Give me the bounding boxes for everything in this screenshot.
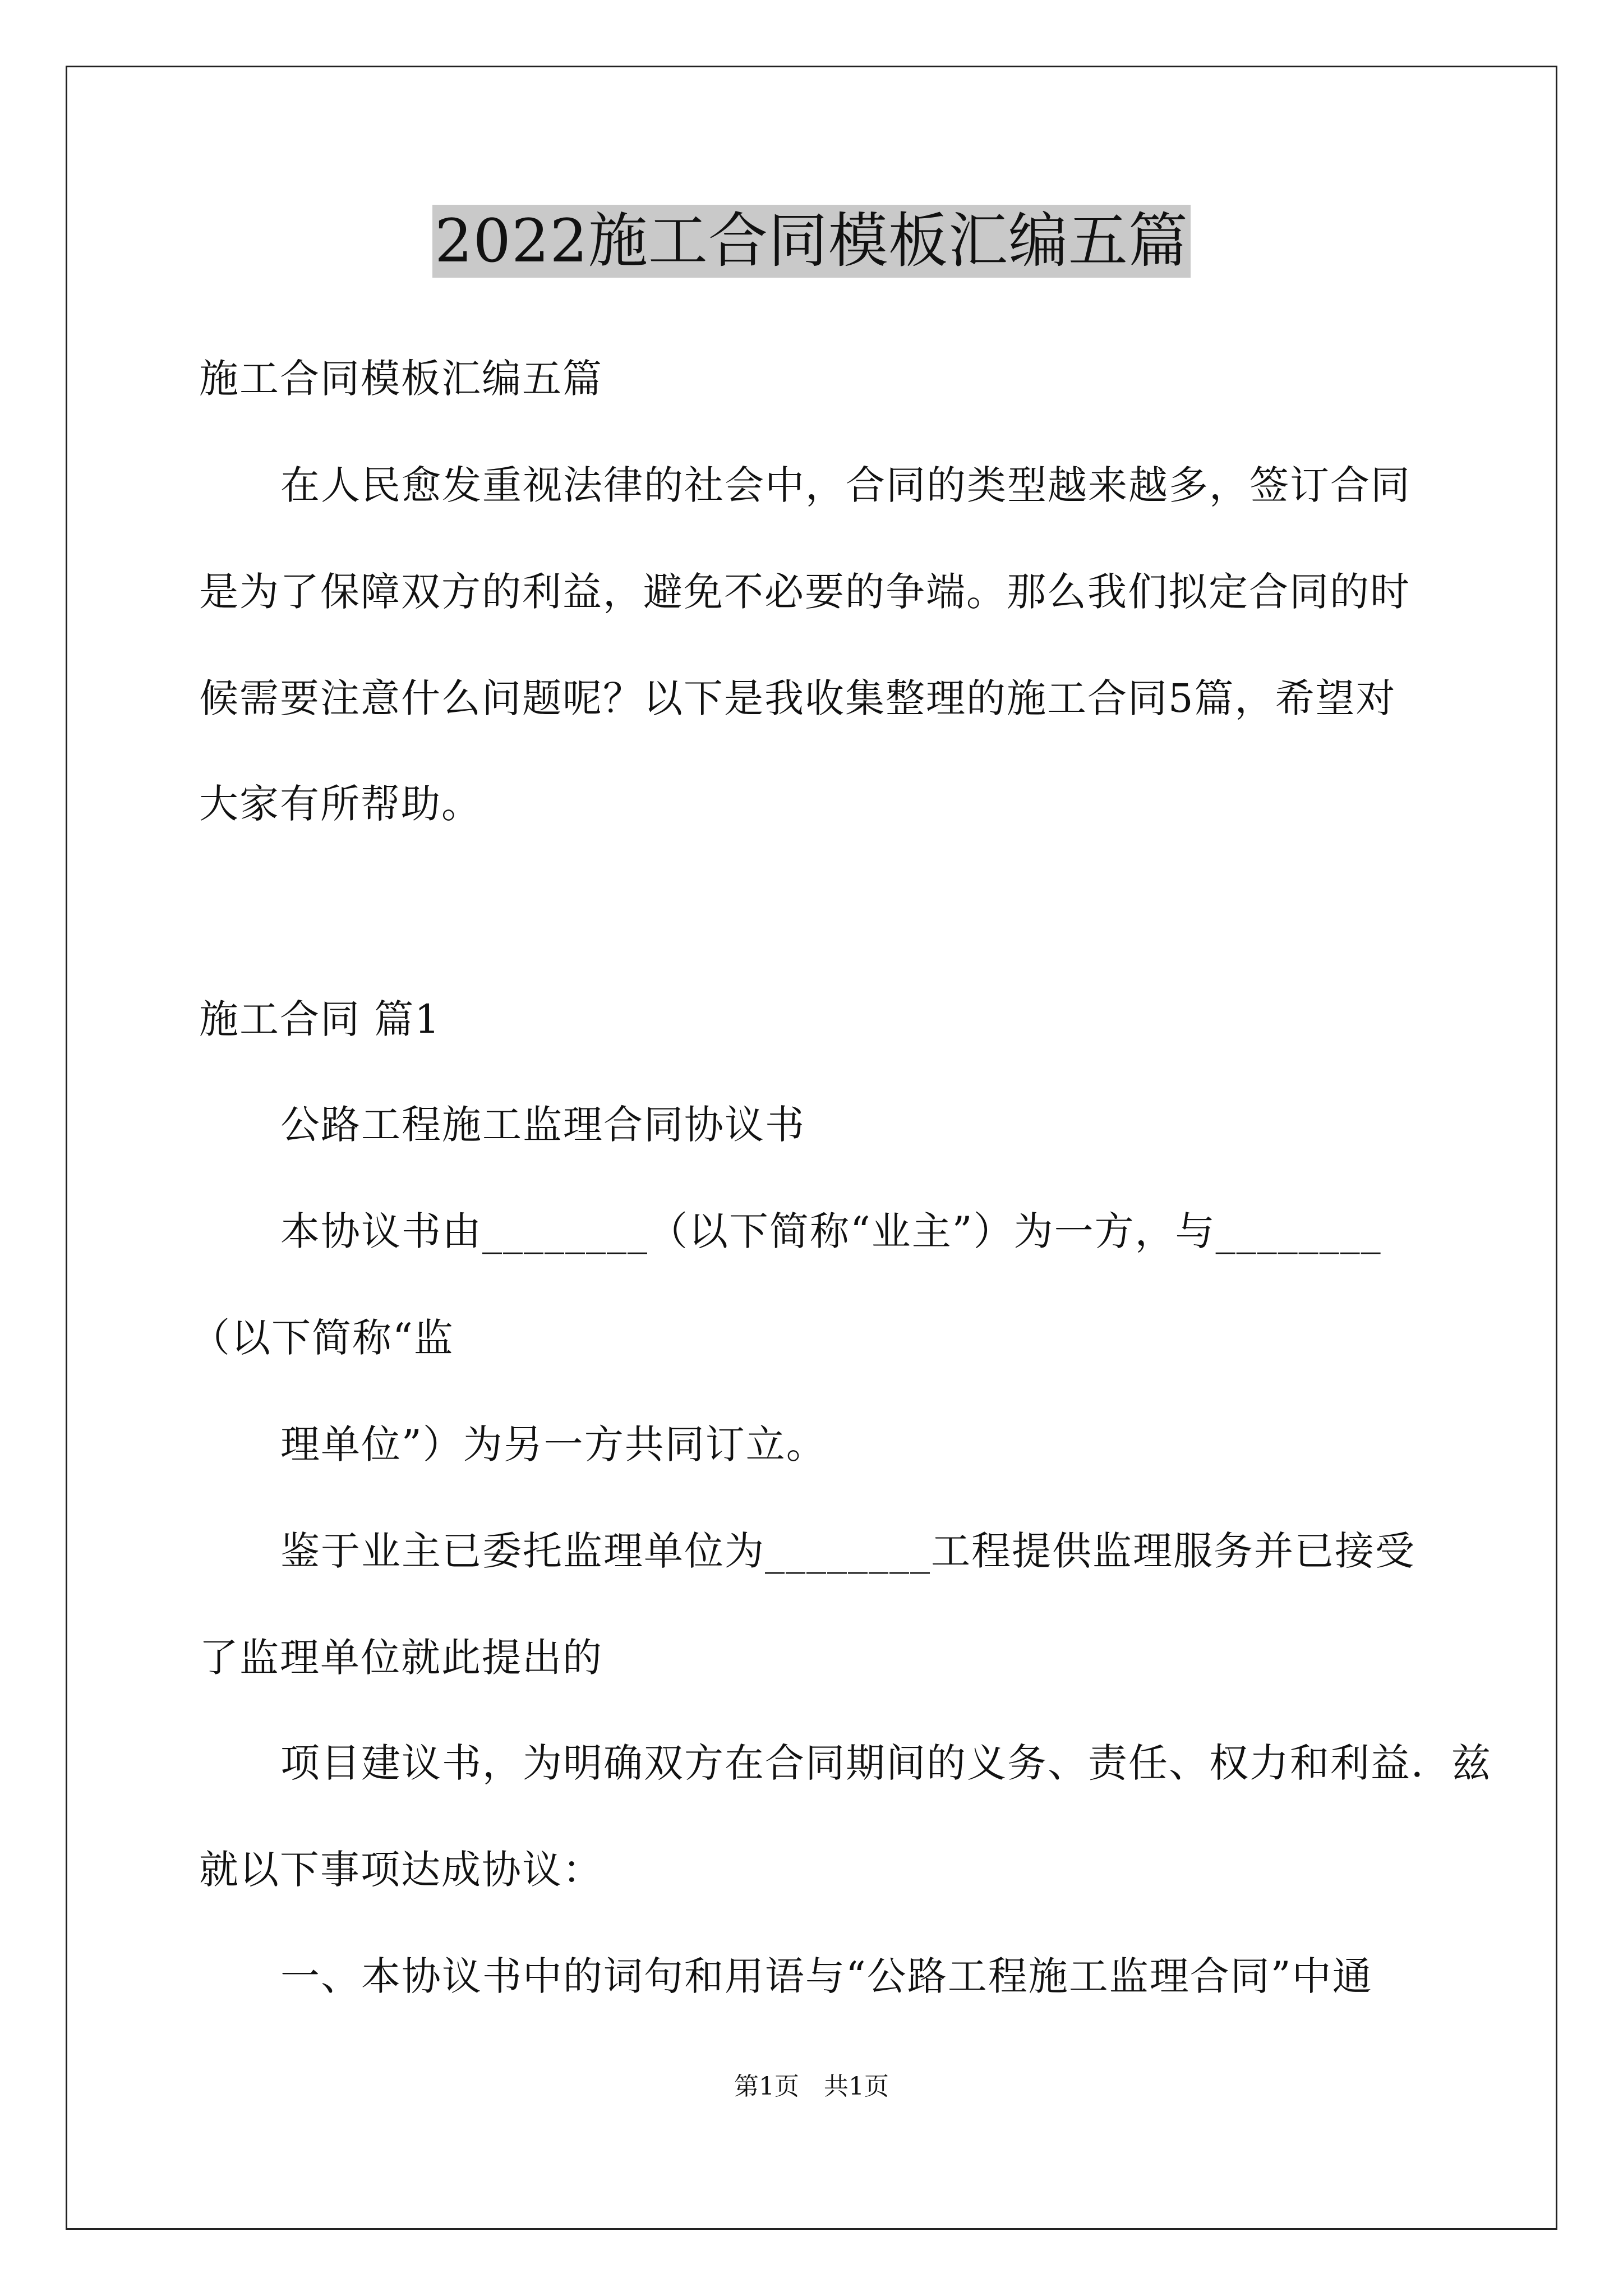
agreement-paragraph-line-1: 本协议书由________（以下简称“业主”）为一方，与________ [280,1208,1382,1254]
agreement-title-line: 公路工程施工监理合同协议书 [280,1102,805,1148]
agreement-paragraph-line-4: 鉴于业主已委托监理单位为________工程提供监理服务并已接受 [280,1528,1415,1574]
intro-paragraph-line-1: 在人民愈发重视法律的社会中，合同的类型越来越多，签订合同 [280,462,1411,508]
intro-paragraph-line-4: 大家有所帮助。 [199,781,482,827]
agreement-paragraph-line-7: 就以下事项达成协议： [199,1847,603,1893]
agreement-paragraph-line-8: 一、本协议书中的词句和用语与“公路工程施工监理合同”中通 [280,1953,1373,1999]
agreement-paragraph-line-3: 理单位”）为另一方共同订立。 [280,1421,827,1467]
title-container [0,205,1623,278]
agreement-paragraph-line-6: 项目建议书，为明确双方在合同期间的义务、责任、权力和利益．兹 [280,1740,1492,1786]
subtitle-line: 施工合同模板汇编五篇 [199,356,603,402]
section-heading: 施工合同 篇1 [199,996,441,1042]
agreement-paragraph-line-2: （以下简称“监 [191,1315,454,1361]
page-footer: 第1页 共1页 [734,2072,889,2101]
intro-paragraph-line-2: 是为了保障双方的利益，避免不必要的争端。那么我们拟定合同的时 [199,569,1410,615]
agreement-paragraph-line-5: 了监理单位就此提出的 [199,1635,603,1681]
intro-paragraph-line-3: 候需要注意什么问题呢？以下是我收集整理的施工合同5篇，希望对 [199,675,1396,721]
document-title: 2022施工合同模板汇编五篇 [432,205,1191,278]
